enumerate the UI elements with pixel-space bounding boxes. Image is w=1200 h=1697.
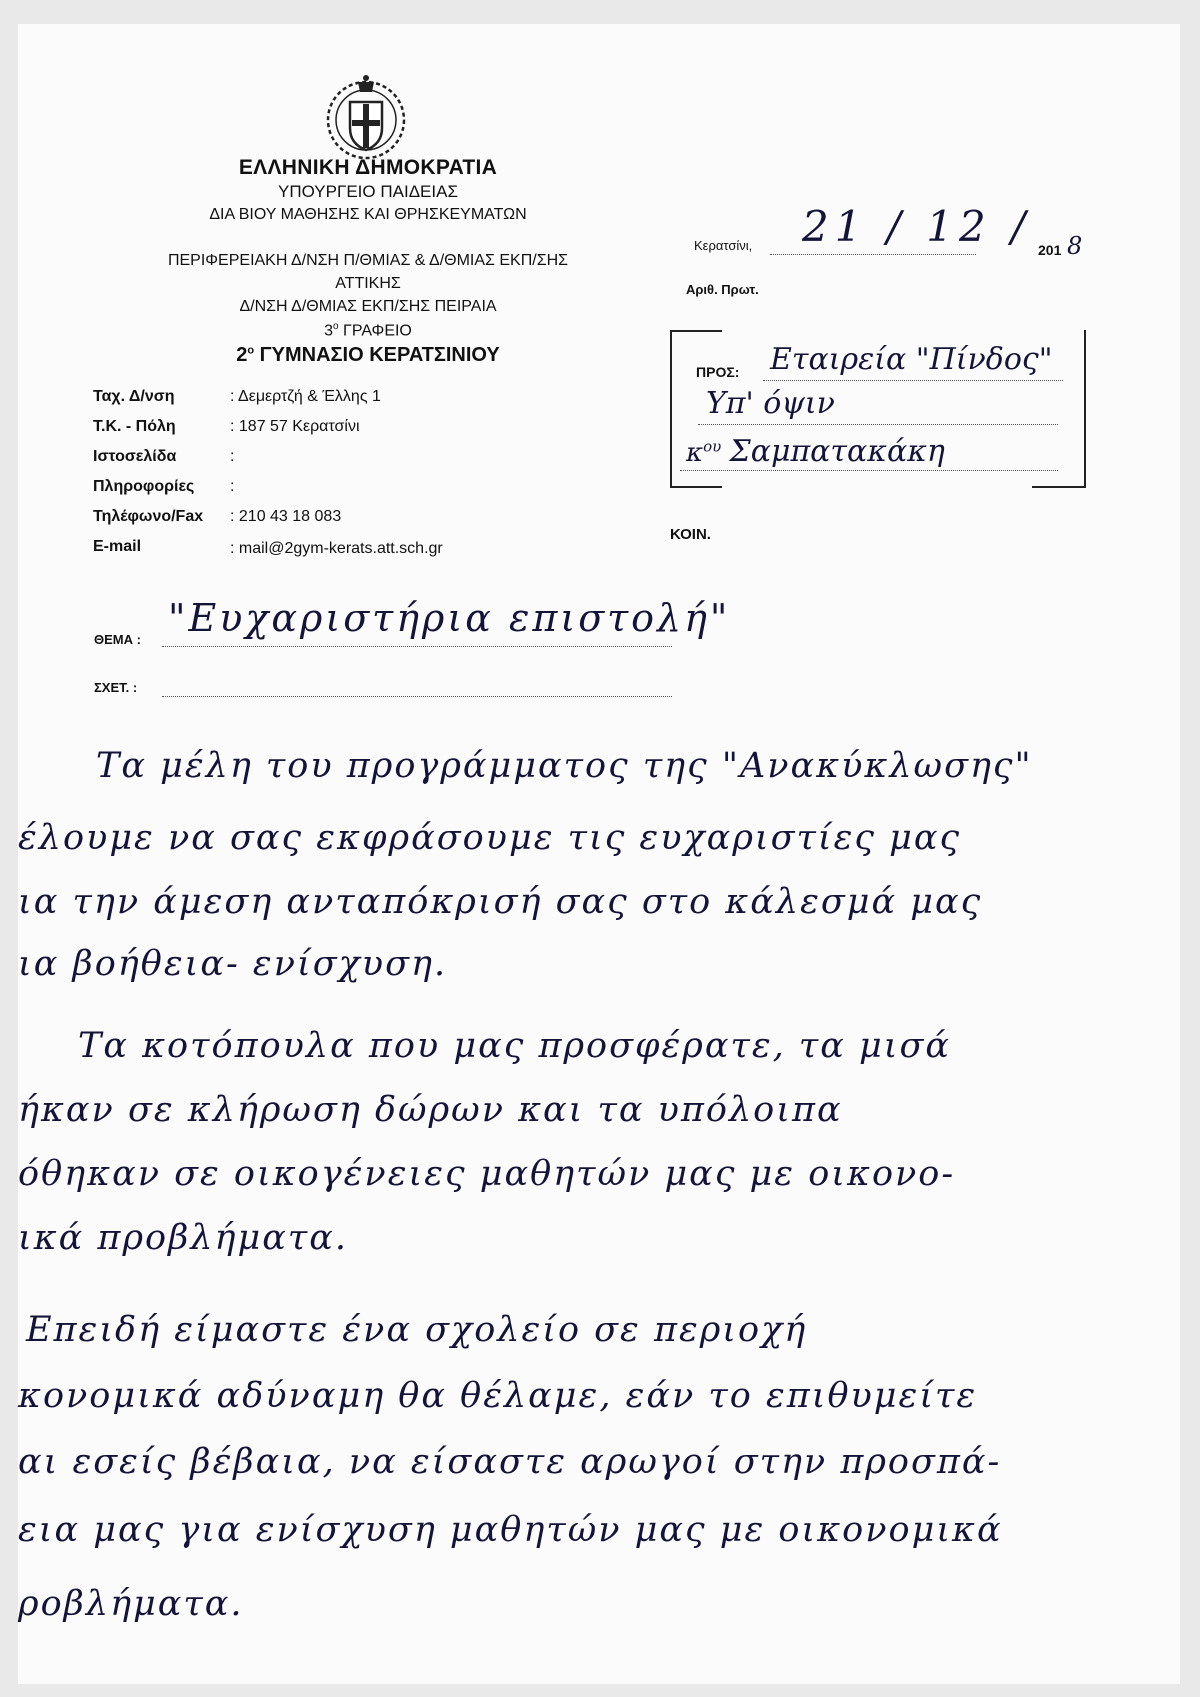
body-line: όθηκαν σε οικογένειες μαθητών μας με οικονο- [18,1154,956,1194]
body-line: ήκαν σε κλήρωση δώρων και τα υπόλοιπα [18,1090,843,1130]
country-heading: ΕΛΛΗΝΙΚΗ ΔΗΜΟΚΡΑΤΙΑ [238,156,498,179]
ministry-subheading: ΔΙΑ ΒΙΟΥ ΜΑΘΗΣΗΣ ΚΑΙ ΘΡΗΣΚΕΥΜΑΤΩΝ [209,206,527,223]
body-line: ια βοήθεια- ενίσχυση. [18,944,448,984]
body-line: κονομικά αδύναμη θα θέλαμε, εάν το επιθυμείτε [18,1376,978,1416]
recipient-name: Εταιρεία "Πίνδος" [770,342,1053,377]
recipient-box-left [670,330,672,488]
website-value: : [230,448,235,465]
letter-page [18,24,1180,1684]
info-label: Πληροφορίες [93,478,195,495]
phone-value: : 210 43 18 083 [230,508,342,525]
cc-label: ΚΟΙΝ. [670,526,711,543]
date-year-printed: 201 [1038,242,1062,258]
directorate-name: Δ/ΝΣΗ Δ/ΘΜΙΑΣ ΕΚΠ/ΣΗΣ ΠΕΙΡΑΙΑ [239,298,497,315]
to-line-2 [698,424,1058,425]
subject-handwritten: "Ευχαριστήρια επιστολή" [168,596,731,640]
recipient-person: $\kappa^{o\upsilon}$ Σαμπατακάκη [686,434,945,469]
address-label: Ταχ. Δ/νση [93,388,175,405]
reference-dotted-line [162,696,672,697]
ministry-heading: ΥΠΟΥΡΓΕΙΟ ΠΑΙΔΕΙΑΣ [278,182,458,201]
body-line: Τα κοτόπουλα που μας προσφέρατε, τα μισά [78,1026,952,1066]
to-line-1 [763,380,1063,381]
email-label: E-mail [93,538,142,555]
school-name: $2^o$ ΓΥΜΝΑΣΙΟ ΚΕΡΑΤΣΙΝΙΟΥ [236,344,500,366]
recipient-box-corner [670,330,722,332]
body-line: ροβλήματα. [18,1584,244,1624]
to-line-3 [680,470,1058,471]
to-label: ΠΡΟΣ: [696,364,740,380]
coat-of-arms-icon [318,68,414,168]
protocol-label: Αριθ. Πρωτ. [686,282,759,297]
email-value: : mail@2gym-kerats.att.sch.gr [230,540,443,557]
subject-dotted-line [162,646,672,647]
recipient-box-corner [1032,486,1086,488]
recipient-attention: Υπ' όψιν [706,386,835,421]
date-handwritten: 21 / 12 / [802,202,1032,251]
body-line: αι εσείς βέβαια, να είσαστε αρωγοί στην προσπά- [18,1442,1002,1482]
postcode-value: : 187 57 Κερατσίνι [230,418,360,435]
info-value: : [230,478,235,495]
date-year-handwritten: 8 [1067,232,1083,260]
body-line: ια την άμεση ανταπόκρισή σας στο κάλεσμά μας [18,882,983,922]
body-line: εια μας για ενίσχυση μαθητών μας με οικονομικά [18,1510,1003,1550]
address-value: : Δεμερτζή & Έλλης 1 [230,388,381,405]
reference-label: ΣΧΕΤ. : [94,680,138,695]
recipient-box-right [1084,330,1086,488]
office-name: $3^o$ ΓΡΑΦΕΙΟ [324,321,412,340]
phone-label: Τηλέφωνο/Fax [93,508,204,525]
body-line: έλουμε να σας εκφράσουμε τις ευχαριστίες μας [18,818,962,858]
regional-directorate: ΠΕΡΙΦΕΡΕΙΑΚΗ Δ/ΝΣΗ Π/ΘΜΙΑΣ & Δ/ΘΜΙΑΣ ΕΚΠ/ΣΗΣ [167,252,569,269]
recipient-box-corner [670,486,722,488]
subject-label: ΘΕΜΑ : [94,632,141,647]
body-line: ικά προβλήματα. [18,1218,348,1258]
body-line: Τα μέλη του προγράμματος της "Ανακύκλωσης" [96,746,1033,786]
website-label: Ιστοσελίδα [93,448,177,465]
date-place: Κερατσίνι, [694,238,753,253]
postcode-label: Τ.Κ. - Πόλη [93,418,176,435]
date-dotted-line [770,254,976,255]
body-line: Επειδή είμαστε ένα σχολείο σε περιοχή [26,1310,808,1350]
region-name: ΑΤΤΙΚΗΣ [335,275,401,292]
